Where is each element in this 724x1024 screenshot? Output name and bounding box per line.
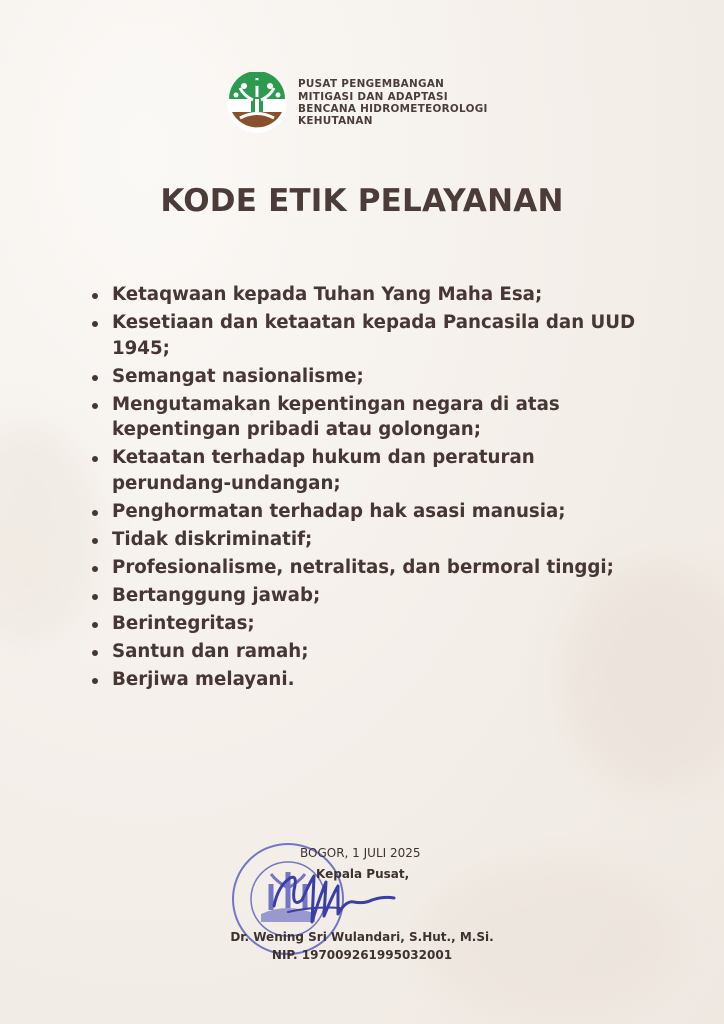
list-item: Ketaatan terhadap hukum dan peraturan perundang-undangan; — [92, 445, 652, 496]
background-stain — [0, 420, 100, 640]
org-line: MITIGASI DAN ADAPTASI — [298, 90, 448, 103]
list-item: Mengutamakan kepentingan negara di atas kepentingan pribadi atau golongan; — [92, 392, 652, 443]
org-line: PUSAT PENGEMBANGAN — [298, 78, 445, 91]
list-item: Santun dan ramah; — [92, 639, 652, 665]
page-title: KODE ETIK PELAYANAN — [160, 183, 564, 219]
list-item: Kesetiaan dan ketaatan kepada Pancasila dan UUD 1945; — [92, 310, 652, 361]
signer-position: Kepala Pusat, — [316, 867, 410, 881]
signer-nip: NIP. 197009261995032001 — [271, 948, 453, 962]
org-line: KEHUTANAN — [298, 115, 373, 128]
header — [226, 72, 488, 134]
list-item: Ketaqwaan kepada Tuhan Yang Maha Esa; — [92, 282, 652, 308]
org-line: BENCANA HIDROMETEOROLOGI — [298, 103, 488, 115]
list-item: Berintegritas; — [92, 611, 652, 637]
code-of-ethics-list — [92, 282, 652, 695]
tree-logo-icon — [226, 72, 288, 134]
list-item: Berjiwa melayani. — [92, 667, 652, 693]
list-item: Profesionalisme, netralitas, dan bermoral tinggi; — [92, 555, 652, 581]
place-date: BOGOR, 1 JULI 2025 — [300, 846, 421, 860]
signer-name: Dr. Wening Sri Wulandari, S.Hut., M.Si. — [230, 930, 494, 944]
list-item: Tidak diskriminatif; — [92, 527, 652, 553]
list-item: Semangat nasionalisme; — [92, 364, 652, 390]
list-item: Bertanggung jawab; — [92, 583, 652, 609]
list-item: Penghormatan terhadap hak asasi manusia; — [92, 499, 652, 525]
organization-name — [298, 78, 488, 128]
